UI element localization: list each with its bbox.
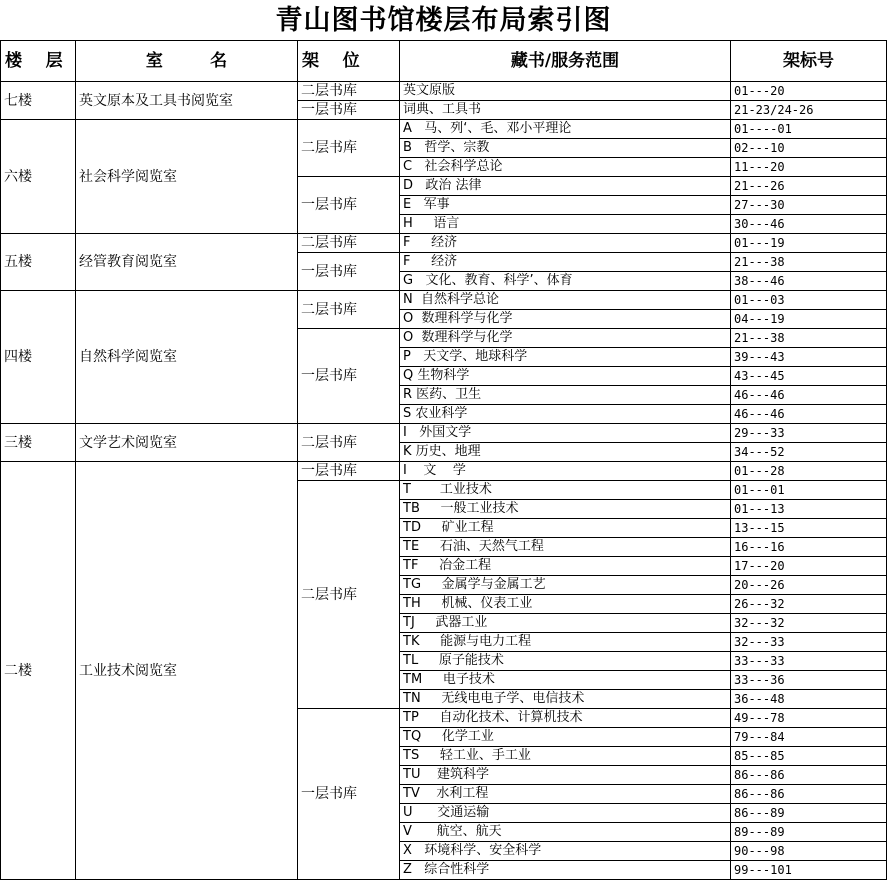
shelf-number-cell: 20---26 xyxy=(731,576,887,595)
shelf-number-cell: 36---48 xyxy=(731,690,887,709)
shelf-number-cell: 33---36 xyxy=(731,671,887,690)
shelf-location-cell: 二层书库 xyxy=(298,234,400,253)
collection-scope-cell: D 政治 法律 xyxy=(400,177,731,196)
shelf-number-cell: 01---03 xyxy=(731,291,887,310)
collection-scope-cell: TJ 武器工业 xyxy=(400,614,731,633)
collection-scope-cell: N 自然科学总论 xyxy=(400,291,731,310)
shelf-number-cell: 01---13 xyxy=(731,500,887,519)
table-row xyxy=(1,82,887,101)
header-scope: 藏书/服务范围 xyxy=(400,41,731,82)
shelf-number-cell: 89---89 xyxy=(731,823,887,842)
shelf-number-cell: 21---38 xyxy=(731,253,887,272)
shelf-number-cell: 32---32 xyxy=(731,614,887,633)
shelf-number-cell: 11---20 xyxy=(731,158,887,177)
shelf-number-cell: 86---89 xyxy=(731,804,887,823)
collection-scope-cell: Z 综合性科学 xyxy=(400,861,731,880)
shelf-number-cell: 90---98 xyxy=(731,842,887,861)
collection-scope-cell: F 经济 xyxy=(400,253,731,272)
shelf-number-cell: 04---19 xyxy=(731,310,887,329)
shelf-number-cell: 13---15 xyxy=(731,519,887,538)
collection-scope-cell: TL 原子能技术 xyxy=(400,652,731,671)
collection-scope-cell: TD 矿业工程 xyxy=(400,519,731,538)
collection-scope-cell: S 农业科学 xyxy=(400,405,731,424)
collection-scope-cell: TG 金属学与金属工艺 xyxy=(400,576,731,595)
collection-scope-cell: TP 自动化技术、计算机技术 xyxy=(400,709,731,728)
shelf-number-cell: 27---30 xyxy=(731,196,887,215)
collection-scope-cell: Q 生物科学 xyxy=(400,367,731,386)
floor-cell: 五楼 xyxy=(1,234,76,291)
collection-scope-cell: 词典、工具书 xyxy=(400,101,731,120)
collection-scope-cell: O 数理科学与化学 xyxy=(400,329,731,348)
shelf-location-cell: 一层书库 xyxy=(298,101,400,120)
shelf-number-cell: 17---20 xyxy=(731,557,887,576)
shelf-location-cell: 一层书库 xyxy=(298,709,400,880)
shelf-number-cell: 38---46 xyxy=(731,272,887,291)
header-row xyxy=(1,41,887,82)
shelf-number-cell: 01---19 xyxy=(731,234,887,253)
collection-scope-cell: TF 冶金工程 xyxy=(400,557,731,576)
shelf-number-cell: 01---20 xyxy=(731,82,887,101)
shelf-number-cell: 21-23/24-26 xyxy=(731,101,887,120)
collection-scope-cell: K 历史、地理 xyxy=(400,443,731,462)
header-shelf-number: 架标号 xyxy=(731,41,887,82)
collection-scope-cell: R 医药、卫生 xyxy=(400,386,731,405)
shelf-location-cell: 一层书库 xyxy=(298,253,400,291)
shelf-number-cell: 46---46 xyxy=(731,405,887,424)
collection-scope-cell: TQ 化学工业 xyxy=(400,728,731,747)
floor-cell: 四楼 xyxy=(1,291,76,424)
room-name-cell: 工业技术阅览室 xyxy=(76,462,298,880)
shelf-number-cell: 86---86 xyxy=(731,785,887,804)
table-row xyxy=(1,291,887,310)
shelf-number-cell: 16---16 xyxy=(731,538,887,557)
collection-scope-cell: O 数理科学与化学 xyxy=(400,310,731,329)
header-shelf: 架 位 xyxy=(298,41,400,82)
collection-scope-cell: A 马、列‘、毛、邓小平理论 xyxy=(400,120,731,139)
collection-scope-cell: TB 一般工业技术 xyxy=(400,500,731,519)
shelf-number-cell: 30---46 xyxy=(731,215,887,234)
collection-scope-cell: TH 机械、仪表工业 xyxy=(400,595,731,614)
shelf-number-cell: 32---33 xyxy=(731,633,887,652)
table-body xyxy=(1,82,887,880)
shelf-number-cell: 33---33 xyxy=(731,652,887,671)
table-row xyxy=(1,120,887,139)
table-row xyxy=(1,462,887,481)
shelf-number-cell: 21---38 xyxy=(731,329,887,348)
shelf-number-cell: 43---45 xyxy=(731,367,887,386)
shelf-number-cell: 01---28 xyxy=(731,462,887,481)
shelf-number-cell: 49---78 xyxy=(731,709,887,728)
shelf-location-cell: 二层书库 xyxy=(298,481,400,709)
collection-scope-cell: TU 建筑科学 xyxy=(400,766,731,785)
collection-scope-cell: 英文原版 xyxy=(400,82,731,101)
shelf-number-cell: 39---43 xyxy=(731,348,887,367)
shelf-number-cell: 85---85 xyxy=(731,747,887,766)
shelf-location-cell: 一层书库 xyxy=(298,177,400,234)
shelf-number-cell: 21---26 xyxy=(731,177,887,196)
floor-cell: 二楼 xyxy=(1,462,76,880)
collection-scope-cell: TE 石油、天然气工程 xyxy=(400,538,731,557)
collection-scope-cell: TM 电子技术 xyxy=(400,671,731,690)
shelf-location-cell: 一层书库 xyxy=(298,329,400,424)
page-title: 青山图书馆楼层布局索引图 xyxy=(275,5,612,36)
collection-scope-cell: T 工业技术 xyxy=(400,481,731,500)
collection-scope-cell: I 文 学 xyxy=(400,462,731,481)
room-name-cell: 自然科学阅览室 xyxy=(76,291,298,424)
collection-scope-cell: H 语言 xyxy=(400,215,731,234)
header-floor: 楼 层 xyxy=(1,41,76,82)
table-row xyxy=(1,234,887,253)
shelf-number-cell: 46---46 xyxy=(731,386,887,405)
shelf-number-cell: 29---33 xyxy=(731,424,887,443)
room-name-cell: 经管教育阅览室 xyxy=(76,234,298,291)
collection-scope-cell: I 外国文学 xyxy=(400,424,731,443)
shelf-number-cell: 99---101 xyxy=(731,861,887,880)
shelf-number-cell: 02---10 xyxy=(731,139,887,158)
collection-scope-cell: E 军事 xyxy=(400,196,731,215)
shelf-location-cell: 二层书库 xyxy=(298,424,400,462)
header-room: 室 名 xyxy=(76,41,298,82)
floor-cell: 三楼 xyxy=(1,424,76,462)
shelf-number-cell: 01---01 xyxy=(731,481,887,500)
shelf-number-cell: 26---32 xyxy=(731,595,887,614)
shelf-location-cell: 一层书库 xyxy=(298,462,400,481)
table-row xyxy=(1,424,887,443)
shelf-location-cell: 二层书库 xyxy=(298,291,400,329)
collection-scope-cell: U 交通运输 xyxy=(400,804,731,823)
shelf-location-cell: 二层书库 xyxy=(298,120,400,177)
floor-index-table xyxy=(0,40,887,880)
room-name-cell: 文学艺术阅览室 xyxy=(76,424,298,462)
room-name-cell: 英文原本及工具书阅览室 xyxy=(76,82,298,120)
collection-scope-cell: V 航空、航天 xyxy=(400,823,731,842)
collection-scope-cell: TV 水利工程 xyxy=(400,785,731,804)
collection-scope-cell: G 文化、教育、科学’、体育 xyxy=(400,272,731,291)
room-name-cell: 社会科学阅览室 xyxy=(76,120,298,234)
collection-scope-cell: F 经济 xyxy=(400,234,731,253)
shelf-number-cell: 01----01 xyxy=(731,120,887,139)
shelf-location-cell: 二层书库 xyxy=(298,82,400,101)
shelf-number-cell: 34---52 xyxy=(731,443,887,462)
shelf-number-cell: 79---84 xyxy=(731,728,887,747)
collection-scope-cell: TS 轻工业、手工业 xyxy=(400,747,731,766)
collection-scope-cell: C 社会科学总论 xyxy=(400,158,731,177)
collection-scope-cell: TN 无线电电子学、电信技术 xyxy=(400,690,731,709)
floor-cell: 六楼 xyxy=(1,120,76,234)
shelf-number-cell: 86---86 xyxy=(731,766,887,785)
collection-scope-cell: P 天文学、地球科学 xyxy=(400,348,731,367)
collection-scope-cell: B 哲学、宗教 xyxy=(400,139,731,158)
floor-cell: 七楼 xyxy=(1,82,76,120)
collection-scope-cell: TK 能源与电力工程 xyxy=(400,633,731,652)
collection-scope-cell: X 环境科学、安全科学 xyxy=(400,842,731,861)
